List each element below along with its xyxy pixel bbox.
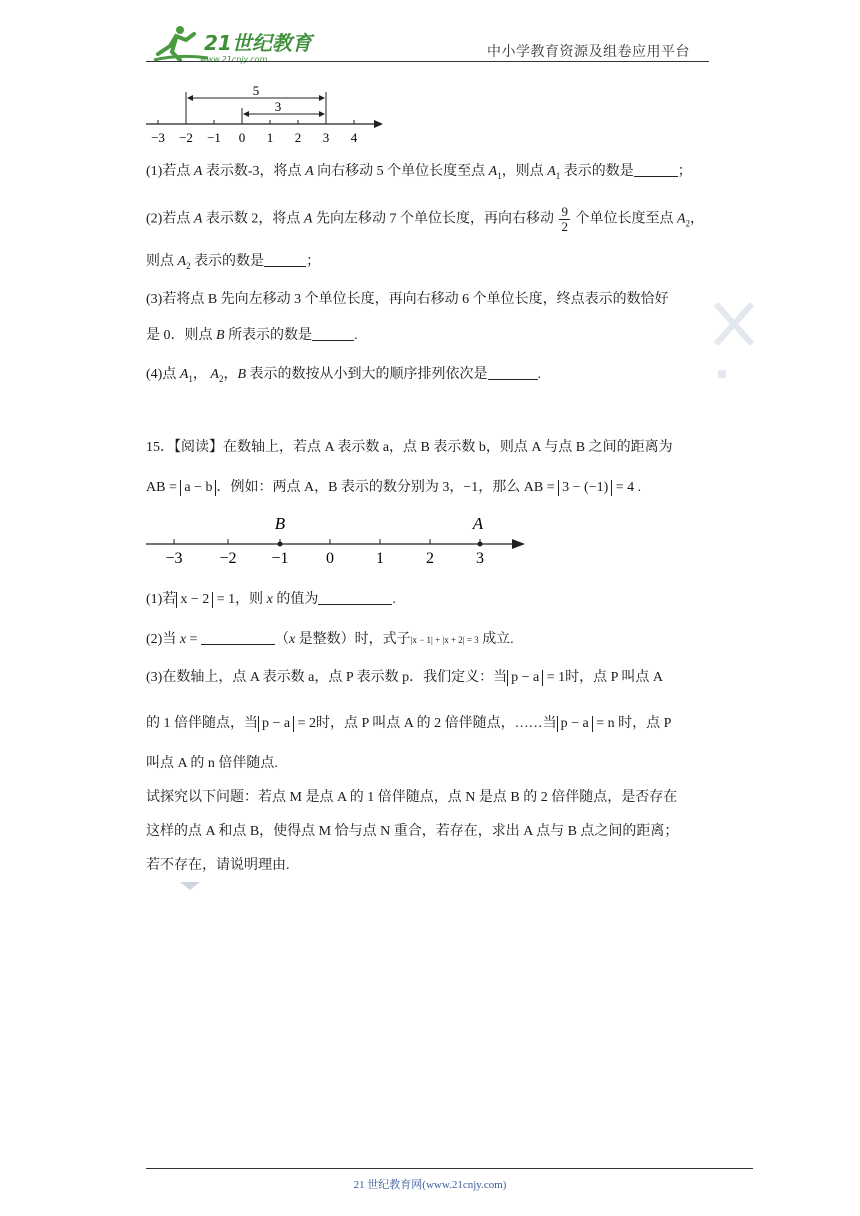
q15-part3-line2: 的 1 倍伴随点，当 p − a = 2时，点 P 叫点 A 的 2 倍伴随点，……当 p − a = n 时，点 P [146,716,672,731]
q15-intro-line2: AB = a − b ．例如：两点 A，B 表示的数分别为 3，−1，那么 AB = 3 − (−1) = 4 . [146,480,642,495]
tick-label: −1 [271,550,289,567]
logo-text: 21世纪教育 [204,31,312,55]
abs-value: a − b [180,480,216,496]
header-divider [146,61,709,62]
watermark-triangle [178,880,202,892]
abs-value: x − 2 [176,592,213,608]
brace-label-3: 3 [274,99,282,114]
number-line-figure-1 [140,82,390,150]
q14-part1: (1)若点 A 表示数-3，将点 A 向右移动 5 个单位长度至点 $A_1$，则点 $A_1$ 表示的数是 ； [146,164,692,181]
footer-text: 21 世纪教育网(www.21cnjy.com) [353,1179,507,1191]
abs-value: p − a [258,716,294,732]
tick-label: 3 [476,550,484,567]
footer-divider [146,1168,753,1169]
point-A [478,542,483,547]
site-logo [150,24,320,66]
watermark-mark [712,300,758,384]
tick-label: 0 [326,550,334,567]
tick-label: −3 [165,550,183,567]
tick-label: −3 [151,130,165,145]
tick-label: 1 [376,550,384,567]
q15-explore-line2: 这样的点 A 和点 B，使得点 M 恰与点 N 重合，若存在，求出 A 点与 B 点之间的距离； [146,824,679,839]
q14-part3-line2: 是 0．则点 B 所表示的数是 . [146,328,358,343]
fraction-9-2: $\frac{9}{2}$ [561,204,568,234]
logo-url: www.21cnjy.com [200,55,268,64]
number-line-figure-2 [140,512,530,572]
q14-part2: (2)若点 A 表示数 2，将点 A 先向左移动 7 个单位长度，再向右移动 $\frac{9}{2}$ 个单位长度至点 $A_2$， [146,204,705,234]
q15-part2: (2)当 x = （x 是整数）时，式子|x − 1| + |x + 2| = 3 成立. [146,632,514,647]
tick-label: 3 [322,130,330,145]
abs-value: p − a [557,716,593,732]
inline-expression: |x − 1| + |x + 2| = 3 [410,635,479,645]
tick-label: 4 [350,130,358,145]
answer-blank[interactable] [264,252,306,267]
tick-label: 1 [266,130,274,145]
answer-blank[interactable] [312,326,354,341]
abs-value: p − a [507,670,543,686]
tick-label: 0 [238,130,246,145]
q15-part1: (1)若 x − 2 = 1，则 x 的值为 . [146,592,396,607]
q15-explore-line1: 试探究以下问题：若点 M 是点 A 的 1 倍伴随点，点 N 是点 B 的 2 倍伴随点，是否存在 [146,790,678,805]
tick-label: −2 [179,130,193,145]
header-title: 中小学教育资源及组卷应用平台 [487,45,690,60]
q15-intro-line1: 15．【阅读】在数轴上，若点 A 表示数 a，点 B 表示数 b，则点 A 与点 B 之间的距离为 [146,440,673,455]
q15-part3-line1: (3)在数轴上，点 A 表示数 a，点 P 表示数 p．我们定义：当 p − a = 1时，点 P 叫点 A [146,670,664,685]
answer-blank[interactable] [201,630,275,645]
q14-part2-line2: 则点 $A_2$ 表示的数是 ； [146,254,321,271]
q14-part3-line1: (3)若将点 B 先向左移动 3 个单位长度，再向右移动 6 个单位长度，终点表示的数恰好 [146,292,669,307]
q15-part3-line3: 叫点 A 的 n 倍伴随点. [146,756,278,771]
point-B [278,542,283,547]
answer-blank[interactable] [318,590,392,605]
tick-label: 2 [426,550,434,567]
brace-label-5: 5 [252,83,260,98]
abs-value: 3 − (−1) [558,480,612,496]
label-A: A [472,514,484,533]
answer-blank[interactable] [634,162,678,177]
tick-label: −2 [219,550,237,567]
label-B: B [274,514,286,533]
tick-label: −1 [207,130,221,145]
q15-explore-line3: 若不存在，请说明理由. [146,858,290,873]
answer-blank[interactable] [488,365,538,380]
q14-part4: (4)点 $A_1$， $A_2$，B 表示的数按从小到大的顺序排列依次是 . [146,367,542,384]
tick-label: 2 [294,130,302,145]
